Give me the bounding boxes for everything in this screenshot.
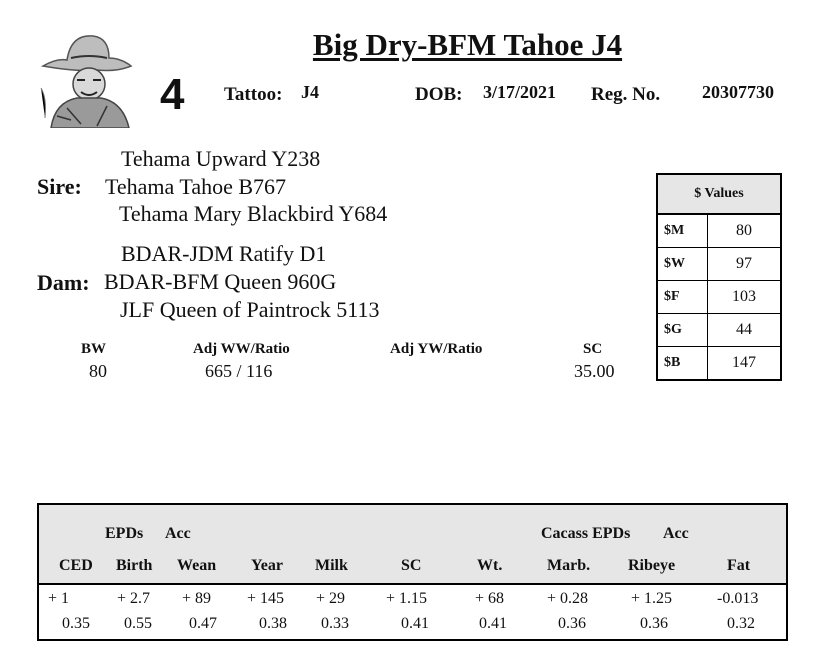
epd-accuracy: 0.35	[62, 615, 90, 632]
epd-col-header: SC	[401, 557, 422, 574]
dollar-key: $G	[658, 314, 708, 346]
bw-header: BW	[81, 341, 107, 357]
epd-value: + 0.28	[547, 590, 589, 607]
epd-acc-label: Acc	[165, 525, 191, 542]
reg-value: 20307730	[702, 82, 774, 102]
epd-col-header: Ribeye	[628, 557, 676, 574]
lot-number: 4	[160, 70, 185, 119]
carcass-acc-label: Acc	[663, 525, 689, 542]
epd-value: + 1	[48, 590, 70, 607]
epd-accuracy: 0.36	[558, 615, 586, 632]
epd-col-header: Birth	[116, 557, 153, 574]
dam-label: Dam:	[37, 270, 90, 295]
dam-name: BDAR-BFM Queen 960G	[104, 269, 337, 294]
epd-col-header: Wt.	[477, 557, 503, 574]
dollar-values-row	[658, 215, 780, 248]
dollar-values-row	[658, 314, 780, 347]
dob-label: DOB:	[415, 84, 463, 105]
yw-header: Adj YW/Ratio	[390, 341, 483, 357]
sire-dam: Tehama Mary Blackbird Y684	[119, 201, 388, 226]
bw-value: 80	[89, 361, 107, 381]
epd-value: + 1.15	[386, 590, 428, 607]
ww-value: 665 / 116	[205, 361, 273, 381]
dollar-value: 44	[736, 321, 752, 338]
dollar-values-row	[658, 281, 780, 314]
epd-value: + 89	[182, 590, 212, 607]
reg-label: Reg. No.	[591, 84, 661, 105]
sire-sire: Tehama Upward Y238	[121, 146, 321, 171]
dam-dam: JLF Queen of Paintrock 5113	[120, 297, 380, 322]
dollar-value: 80	[736, 222, 752, 239]
epd-accuracy: 0.47	[189, 615, 217, 632]
sire-label: Sire:	[37, 174, 82, 199]
epd-col-header: Fat	[727, 557, 751, 574]
epd-col-header: Year	[251, 557, 283, 574]
sire-name: Tehama Tahoe B767	[105, 174, 287, 199]
tattoo-label: Tattoo:	[224, 84, 283, 105]
epd-col-header: Wean	[177, 557, 217, 574]
dollar-value: 103	[732, 288, 756, 305]
dollar-key: $M	[658, 215, 708, 247]
epd-accuracy: 0.38	[259, 615, 287, 632]
dollar-value: 97	[736, 255, 752, 272]
epd-group-label: EPDs	[105, 525, 144, 542]
epd-accuracy: 0.55	[124, 615, 152, 632]
epd-value: + 145	[247, 590, 285, 607]
epd-accuracy: 0.32	[727, 615, 755, 632]
epd-value: + 2.7	[117, 590, 151, 607]
dollar-value: 147	[732, 354, 756, 371]
dollar-values-row	[658, 248, 780, 281]
epd-col-header: CED	[59, 557, 93, 574]
sc-value: 35.00	[574, 361, 615, 381]
epd-table	[37, 503, 788, 641]
dollar-values-row	[658, 347, 780, 379]
epd-accuracy: 0.36	[640, 615, 668, 632]
dob-value: 3/17/2021	[483, 82, 557, 102]
epd-value: + 1.25	[631, 590, 673, 607]
dollar-key: $W	[658, 248, 708, 280]
dollar-values-header: $ Values	[658, 175, 780, 215]
epd-col-header: Milk	[315, 557, 348, 574]
epd-value: + 29	[316, 590, 346, 607]
animal-name: Big Dry-BFM Tahoe J4	[312, 27, 623, 62]
dollar-key: $B	[658, 347, 708, 379]
dollar-key: $F	[658, 281, 708, 313]
tattoo-value: J4	[301, 82, 319, 102]
carcass-group-label: Cacass EPDs	[541, 525, 631, 542]
epd-accuracy: 0.41	[401, 615, 429, 632]
dollar-values-table	[656, 173, 782, 381]
sc-header: SC	[583, 341, 603, 357]
ww-header: Adj WW/Ratio	[193, 341, 290, 357]
epd-accuracy: 0.41	[479, 615, 507, 632]
epd-value: + 68	[475, 590, 505, 607]
epd-value: -0.013	[717, 590, 759, 607]
dam-sire: BDAR-JDM Ratify D1	[121, 241, 327, 266]
epd-accuracy: 0.33	[321, 615, 349, 632]
epd-col-header: Marb.	[547, 557, 591, 574]
